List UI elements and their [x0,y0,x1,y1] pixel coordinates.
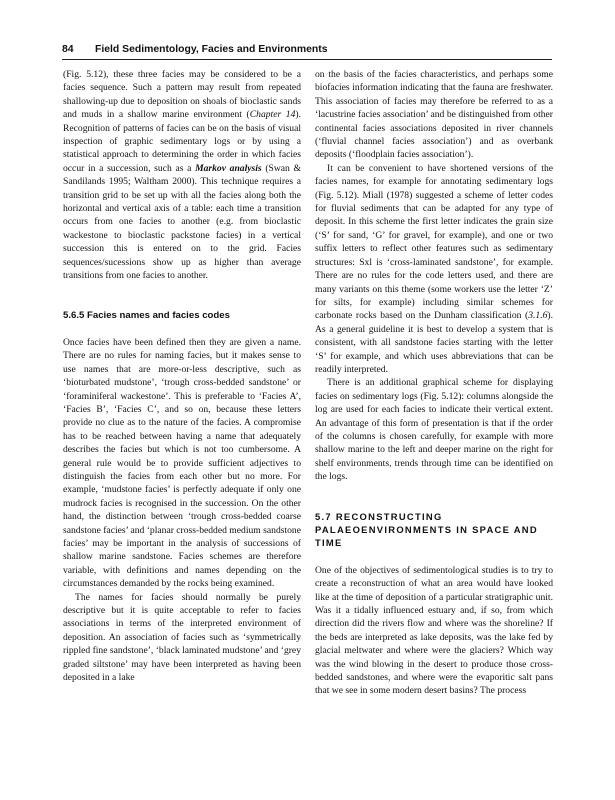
paragraph: There is an additional graphical scheme for displaying facies on sedimentary logs (Fig. 5.12): columns alongside the log are used for each facies to indicate their vertical extent. An advantage of this form of presentation is that if the order of the columns is chosen carefully, for example with more shallow marine to the left and deeper marine on the right for shelf environments, trends through time can be identified on the logs. [315,377,553,483]
paragraph: It can be convenient to have shortened versions of the facies names, for example for annotating sedimentary logs (Fig. 5.12). Miall (1978) suggested a scheme of letter codes for fluvial sediments that can be adapted for any type of deposit. In this scheme the first letter indicates the grain size (‘S’ for sand, ‘G’ for gravel, for example), and one or two suffix letters to reflect other features such as sedimentary structures: Sxl is ‘cross-laminated sandstone’, for example. There are no rules for the code letters used, and there are many variants on this theme (some workers use the letter ‘Z’ for silts, for example) including similar schemes for carbonate rocks based on the Dunham classification (3.1.6). As a general guideline it is best to develop a system that is consistent, with all sandstone facies starting with the letter ‘S’ for example, and which uses abbreviations that can be readily interpreted. [315,162,553,375]
chapter-reference: Chapter 14 [249,109,296,121]
running-title: Field Sedimentology, Facies and Environments [95,44,328,55]
paragraph: on the basis of the facies characteristics, and perhaps some biofacies information indicating that the fauna are freshwater. This association of facies may therefore be referred to as a ‘lacustrine facies association’ and be distinguished from other continental facies associations deposited in river channels (‘fluvial channel facies association’) and as overbank deposits (‘floodplain facies association’). [315,69,553,161]
page-number: 84 [62,44,74,55]
left-column [63,68,301,684]
section-reference: 3.1.6 [528,310,548,322]
key-term: Markov analysis [195,162,262,174]
section-heading: 5.6.5 Facies names and facies codes [63,309,230,321]
chapter-section-heading: 5.7 RECONSTRUCTING PALAEOENVIRONMENTS IN SPACE AND TIME [315,510,538,549]
paragraph: (Fig. 5.12), these three facies may be considered to be a facies sequence. Such a pattern may result from repeated shallowing-up due to deposition on shoals of bioclastic sands and muds in a shallow marine environment (Chapter 14). Recognition of patterns of facies can be on the basis of visual inspection of graphic sedimentary logs or by using a statistical approach to determining the order in which facies occur in a succession, such as a Markov analysis (Swan & Sandilands 1995; Waltham 2000). This technique requires a transition grid to be set up with all the facies along both the horizontal and vertical axis of a table: each time a transition occurs from one facies to another (e.g. from bioclastic wackestone to bioclastic packstone facies) in a vertical succession this is entered on to the grid. Facies sequences/sucessions show up as higher than average transitions from one facies to another. [63,69,301,282]
paragraph: The names for facies should normally be purely descriptive but it is quite acceptable to refer to facies associations in terms of the interpreted environment of deposition. An association of facies such as ‘symmetrically rippled fine sandstone’, ‘black laminated mudstone’ and ‘grey graded siltstone’ may have been interpreted as having been deposited in a lake [63,591,301,684]
paragraph: Once facies have been defined then they are given a name. There are no rules for naming facies, but it makes sense to use names that are more-or-less descriptive, such as ‘bioturbated mudstone’, ‘trough cross-bedded sandstone’ or ‘foraminiferal wackestone’. This is preferable to ‘Facies A’, ‘Facies B’, ‘Facies C’, and so on, because these letters provide no clue as to the nature of the facies. A compromise has to be reached between having a name that adequately describes the facies but which is not too cumbersome. A general rule would be to provide sufficient adjectives to distinguish the facies from each other but no more. For example, ‘mudstone facies’ is perfectly adequate if only one mudrock facies is recognised in the succession. On the other hand, the distinction between ‘trough cross-bedded coarse sandstone facies’ and ‘planar cross-bedded medium sandstone facies’ may be important in the analysis of successions of shallow marine sandstone. Facies schemes are therefore variable, with definitions and names depending on the circumstances demanded by the rocks being examined. [63,336,301,590]
running-header [62,44,552,58]
header-rule [62,59,552,60]
right-column [315,68,553,698]
paragraph: One of the objectives of sedimentological studies is to try to create a reconstruction of what an area would have looked like at the time of deposition of a particular stratigraphic unit. Was it a tidally influenced estuary and, if so, from which direction did the rivers flow and where was the shoreline? If the beds are interpreted as lake deposits, was the lake fed by glacial meltwater and where were the glaciers? Which way was the wind blowing in the desert to produce those cross-bedded sandstones, and where were the evaporitic salt pans that we see in some modern desert basins? The process [315,564,553,697]
